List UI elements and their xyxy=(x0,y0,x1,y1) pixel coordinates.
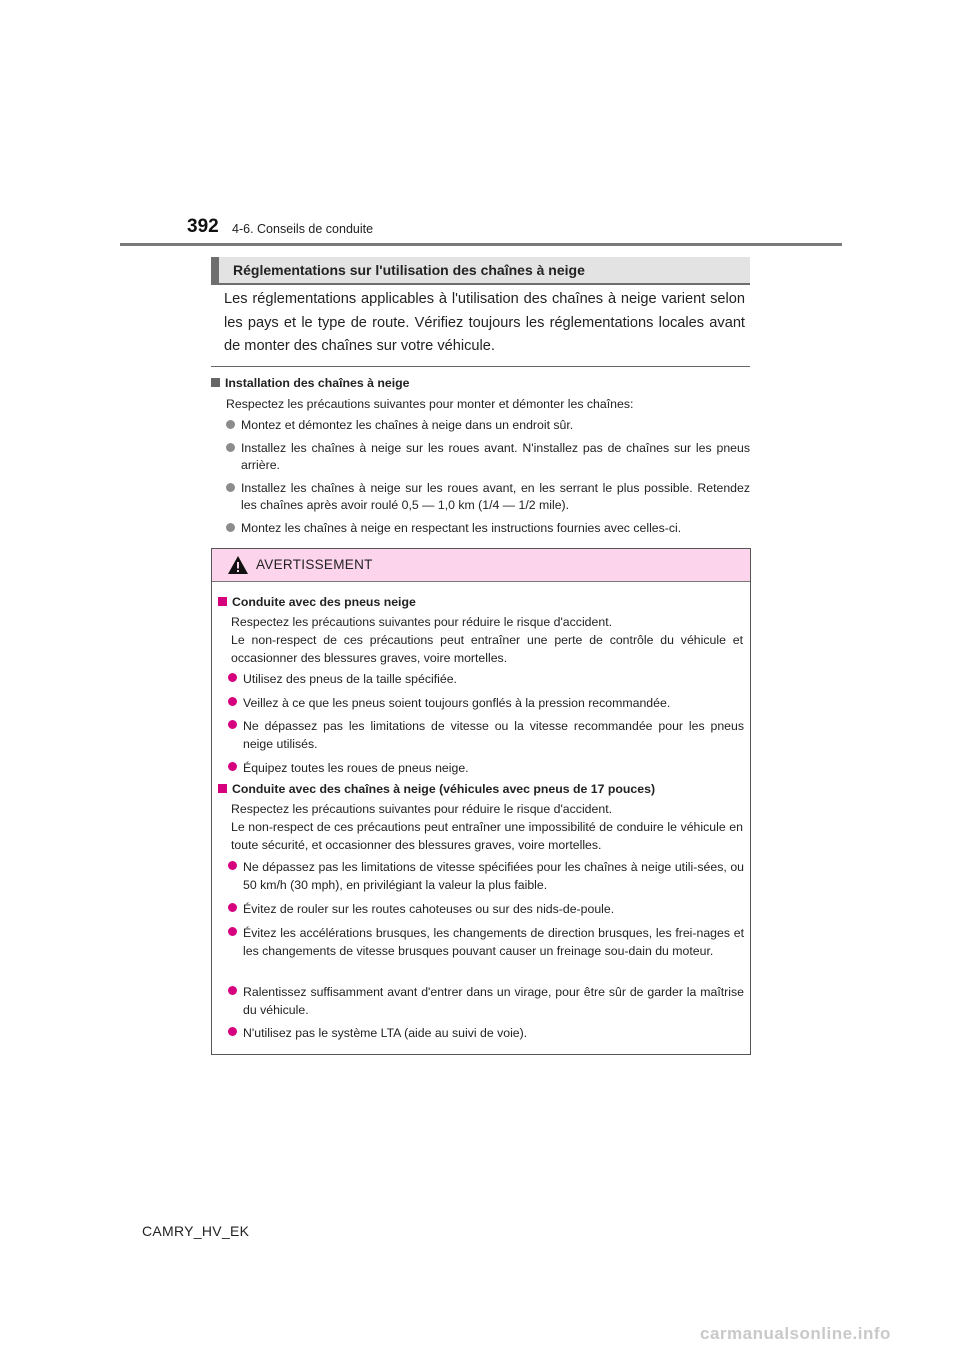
bullet-dot-icon xyxy=(228,986,237,995)
bullet-dot-icon xyxy=(228,762,237,771)
snow-tires-bullet: Utilisez des pneus de la taille spécifiée. xyxy=(228,670,744,688)
header-divider xyxy=(120,243,842,246)
snow-chains-line: Le non-respect de ces précautions peut entraîner une impossibilité de conduire le véhicule en toute sécurité, et occasionner des blessures graves, voire mortelles. xyxy=(231,820,743,852)
snow-chains-line: Respectez les précautions suivantes pour réduire le risque d'accident. xyxy=(231,802,613,816)
warning-title: AVERTISSEMENT xyxy=(256,557,373,572)
section-reference: 4-6. Conseils de conduite xyxy=(232,222,374,236)
snow-chains-bullet: Évitez les accélérations brusques, les changements de direction brusques, les frei-nages et les changements de vitesse brusques pouvant causer un freinage sou-dain du moteur. xyxy=(228,924,744,960)
bullet-dot-icon xyxy=(228,720,237,729)
intro-divider xyxy=(211,366,750,367)
snow-tires-bullet: Équipez toutes les roues de pneus neige. xyxy=(228,759,744,777)
square-bullet-icon xyxy=(211,378,220,387)
installation-bullet: Installez les chaînes à neige sur les roues avant. N'installez pas de chaînes sur les pneus arrière. xyxy=(226,440,750,475)
warning-header xyxy=(212,549,750,582)
snow-chains-bullet: Évitez de rouler sur les routes cahoteuses ou sur des nids-de-poule. xyxy=(228,900,744,918)
bullet-dot-icon xyxy=(228,861,237,870)
snow-chains-title: Conduite avec des chaînes à neige (véhicules avec pneus de 17 pouces) xyxy=(218,782,655,796)
snow-tires-bullet: Ne dépassez pas les limitations de vitesse ou la vitesse recommandée pour les pneus neige utilisés. xyxy=(228,717,744,753)
warning-box xyxy=(211,548,751,1055)
snow-chains-bullet: Ralentissez suffisamment avant d'entrer dans un virage, pour être sûr de garder la maîtrise du véhicule. xyxy=(228,983,744,1019)
section-heading xyxy=(211,257,750,284)
page-number: 392 xyxy=(187,216,219,237)
warning-triangle-icon xyxy=(227,555,249,575)
bullet-dot-icon xyxy=(228,697,237,706)
watermark: carmanualsonline.info xyxy=(700,1324,891,1343)
bullet-dot-icon xyxy=(228,927,237,936)
section-heading-underline xyxy=(211,283,750,285)
bullet-dot-icon xyxy=(226,483,235,492)
bullet-dot-icon xyxy=(228,673,237,682)
bullet-dot-icon xyxy=(226,420,235,429)
snow-tires-line: Le non-respect de ces précautions peut entraîner une perte de contrôle du véhicule et occasionner des blessures graves, voire mortelles. xyxy=(231,633,743,665)
snow-chains-bullet: Ne dépassez pas les limitations de vitesse spécifiées pour les chaînes à neige utili-sées, ou 50 km/h (30 mph), en privilégiant la valeur la plus faible. xyxy=(228,858,744,894)
snow-tires-bullet: Veillez à ce que les pneus soient toujours gonflés à la pression recommandée. xyxy=(228,694,744,712)
snow-chains-bullet: N'utilisez pas le système LTA (aide au suivi de voie). xyxy=(228,1024,744,1042)
installation-title: Installation des chaînes à neige xyxy=(211,376,410,390)
square-bullet-icon xyxy=(218,784,227,793)
square-bullet-icon xyxy=(218,597,227,606)
bullet-dot-icon xyxy=(228,903,237,912)
section-heading-title: Réglementations sur l'utilisation des chaînes à neige xyxy=(233,262,585,278)
snow-tires-title: Conduite avec des pneus neige xyxy=(218,595,416,609)
installation-bullet: Montez et démontez les chaînes à neige dans un endroit sûr. xyxy=(226,417,750,434)
bullet-dot-icon xyxy=(226,523,235,532)
bullet-dot-icon xyxy=(226,443,235,452)
footer-model-code: CAMRY_HV_EK xyxy=(142,1223,250,1239)
snow-tires-line: Respectez les précautions suivantes pour réduire le risque d'accident. xyxy=(231,615,613,629)
intro-paragraph: Les réglementations applicables à l'utilisation des chaînes à neige varient selon les pays et le type de route. Vérifiez toujours les réglementations locales avant de monter des chaînes sur votre véhicule. xyxy=(224,291,745,354)
installation-bullet: Installez les chaînes à neige sur les roues avant, en les serrant le plus possible. Retendez les chaînes après avoir roulé 0,5 — 1,0 km (1/4 — 1/2 mile). xyxy=(226,480,750,515)
installation-bullet: Montez les chaînes à neige en respectant les instructions fournies avec celles-ci. xyxy=(226,520,750,537)
bullet-dot-icon xyxy=(228,1027,237,1036)
installation-lead: Respectez les précautions suivantes pour monter et démonter les chaînes: xyxy=(226,397,634,411)
